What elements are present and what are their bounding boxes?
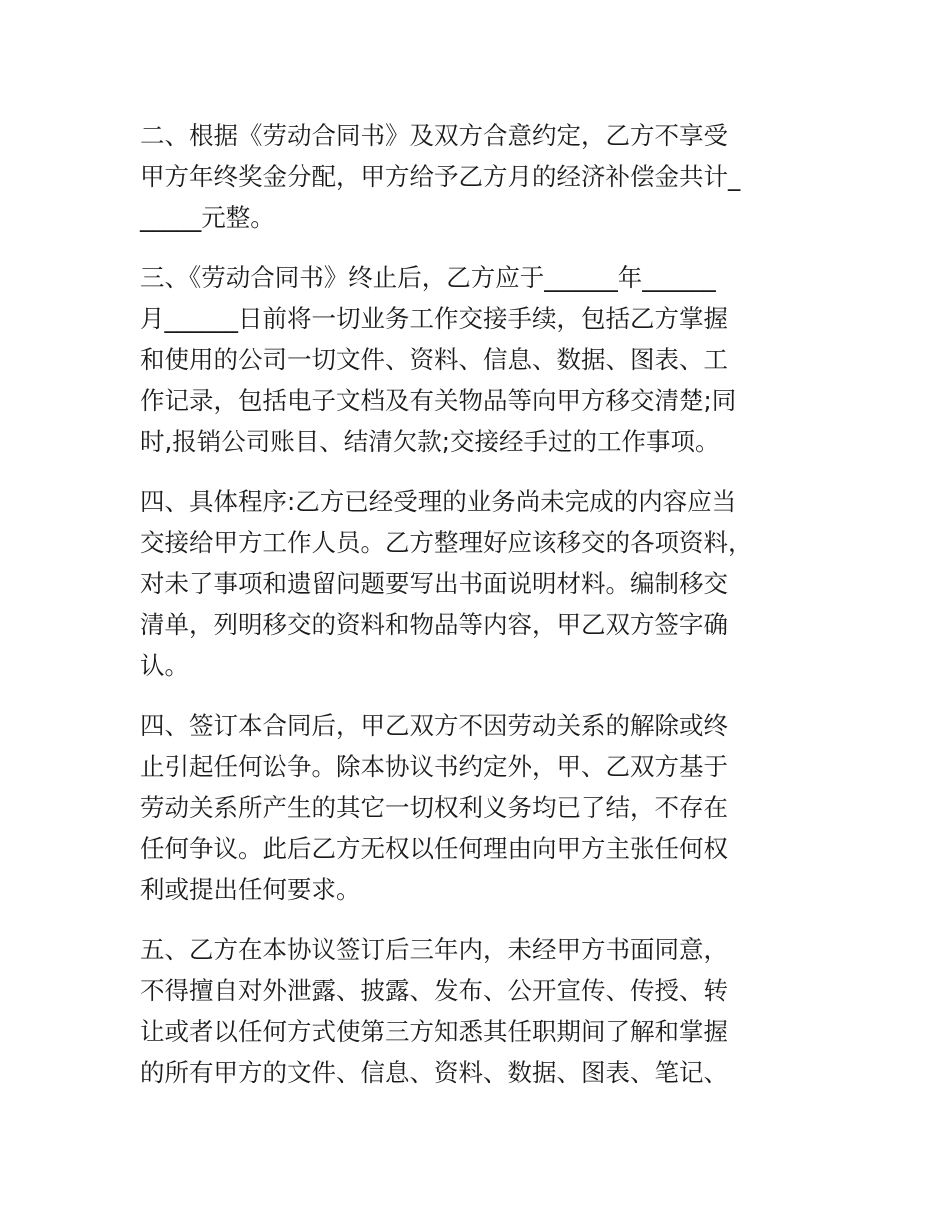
clause-line: 二、根据《劳动合同书》及双方合意约定，乙方不享受: [140, 121, 728, 150]
clause-line: 四、签订本合同后，甲乙双方不因劳动关系的解除或终: [140, 711, 728, 740]
clause-line: 任何争议。此后乙方无权以任何理由向甲方主张任何权: [140, 834, 728, 863]
clause-line: 止引起任何讼争。除本协议书约定外，甲、乙双方基于: [140, 752, 728, 781]
clause-line: 五、乙方在本协议签订后三年内，未经甲方书面同意，: [140, 935, 728, 964]
clause-4-procedure: [140, 481, 812, 686]
clause-line: 交接给甲方工作人员。乙方整理好应该移交的各项资料，: [140, 528, 753, 557]
clause-line: 作记录，包括电子文档及有关物品等向甲方移交清楚;同: [140, 386, 737, 415]
clause-line: 四、具体程序:乙方已经受理的业务尚未完成的内容应当: [140, 487, 737, 516]
clause-line: 月______日前将一切业务工作交接手续，包括乙方掌握: [140, 304, 728, 333]
clause-line: 利或提出任何要求。: [140, 875, 361, 904]
clause-4-no-dispute: [140, 705, 812, 910]
clause-line: 甲方年终奖金分配，甲方给予乙方月的经济补偿金共计_: [140, 162, 741, 191]
clause-line: 不得擅自对外泄露、披露、发布、公开宣传、传授、转: [140, 976, 728, 1005]
clause-line: 认。: [140, 651, 189, 680]
clause-line: 对未了事项和遗留问题要写出书面说明材料。编制移交: [140, 569, 728, 598]
clause-3: [140, 257, 812, 462]
clause-line: 和使用的公司一切文件、资料、信息、数据、图表、工: [140, 345, 728, 374]
clause-line: 劳动关系所产生的其它一切权利义务均已了结，不存在: [140, 793, 728, 822]
clause-2: [140, 115, 812, 238]
clause-line: 清单，列明移交的资料和物品等内容，甲乙双方签字确: [140, 610, 728, 639]
clause-line: 三、《劳动合同书》终止后，乙方应于______年______: [140, 263, 716, 292]
clause-5: [140, 929, 812, 1093]
document-body: [140, 115, 812, 1112]
clause-line: 让或者以任何方式使第三方知悉其任职期间了解和掌握: [140, 1017, 728, 1046]
clause-line: _____元整。: [140, 203, 275, 232]
clause-line: 的所有甲方的文件、信息、资料、数据、图表、笔记、: [140, 1058, 728, 1087]
clause-line: 时,报销公司账目、结清欠款;交接经手过的工作事项。: [140, 427, 720, 456]
